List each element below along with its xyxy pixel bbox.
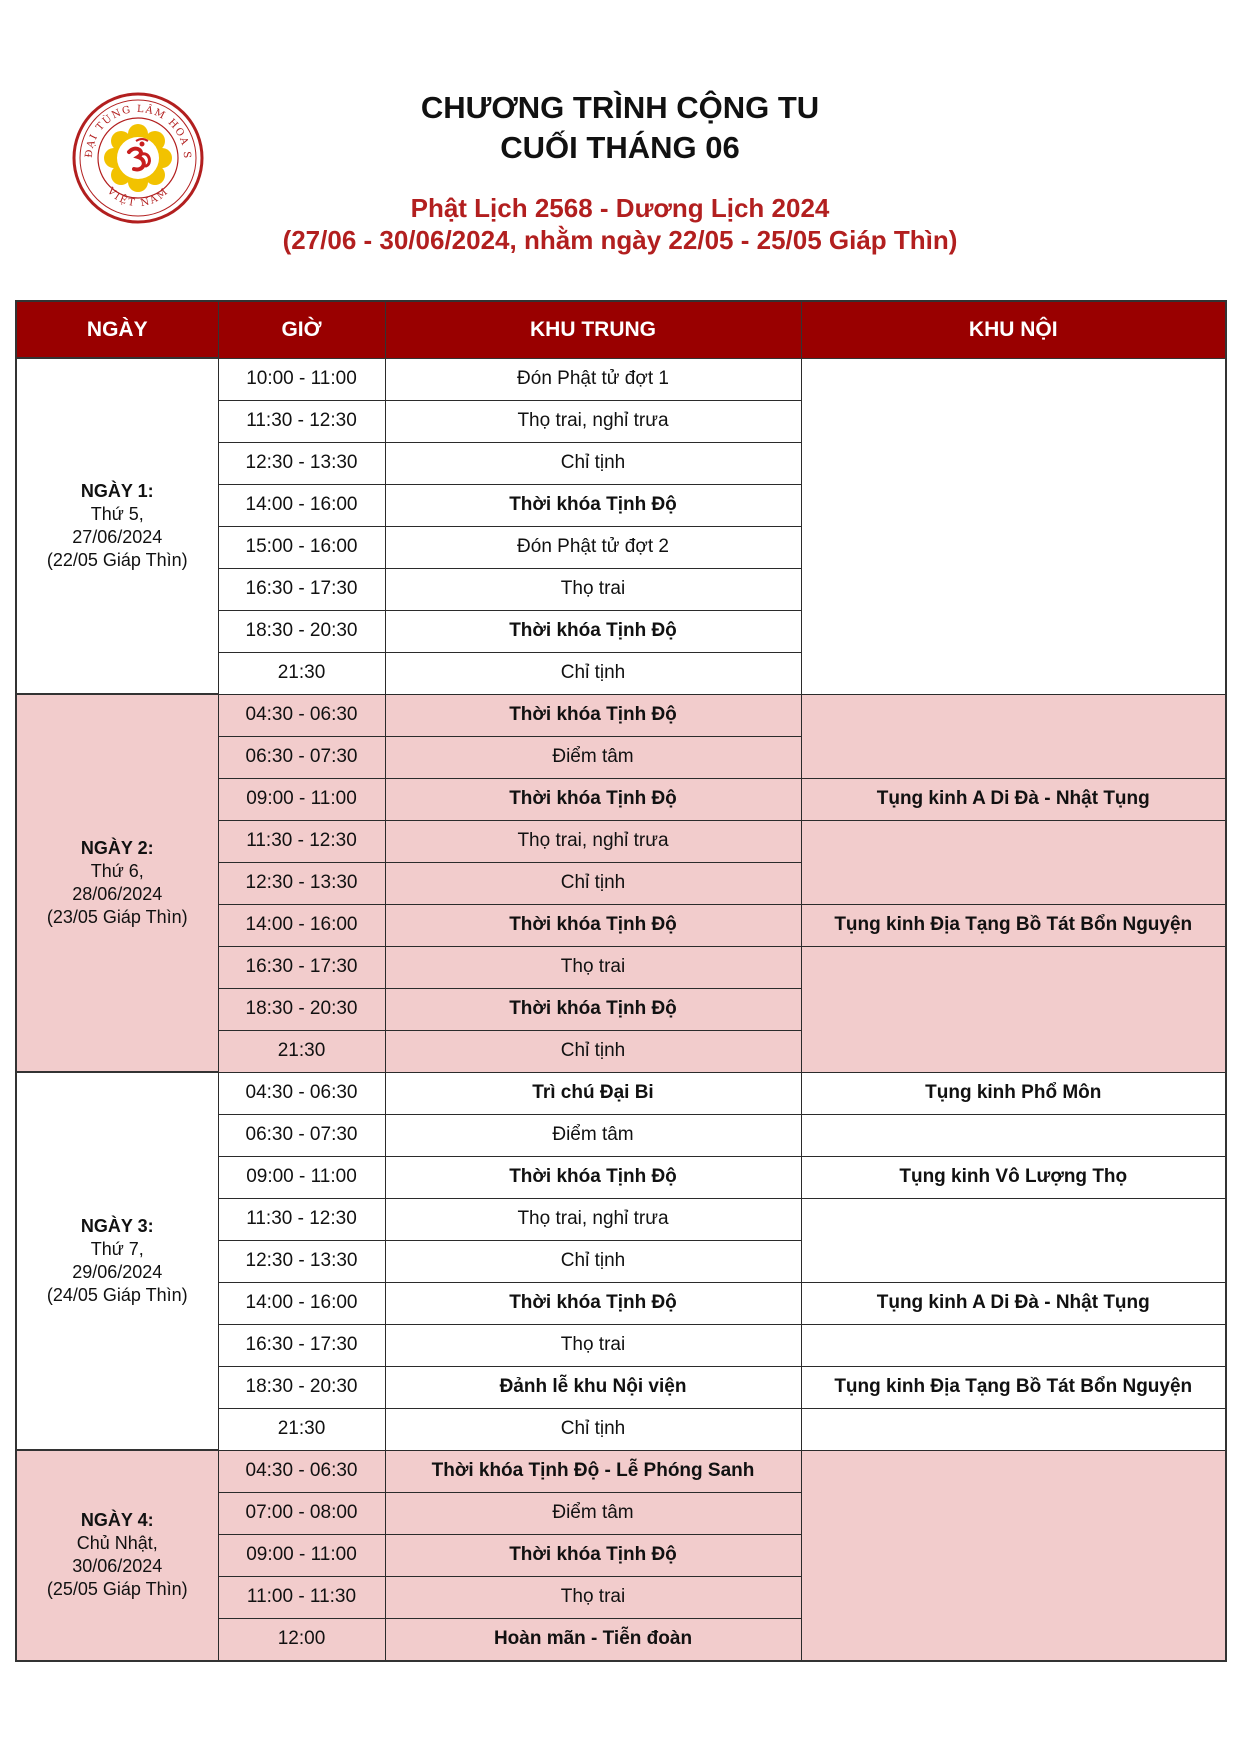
- khu-trung-cell: Điểm tâm: [385, 1492, 801, 1534]
- time-cell: 11:30 - 12:30: [218, 1198, 385, 1240]
- day-lunar: (23/05 Giáp Thìn): [46, 907, 188, 927]
- table-row: [16, 694, 1226, 736]
- day-cell: [16, 694, 218, 1072]
- day-date: 27/06/2024: [72, 527, 163, 547]
- khu-trung-cell: Chỉ tịnh: [385, 1240, 801, 1282]
- time-cell: 10:00 - 11:00: [218, 358, 385, 400]
- khu-trung-cell: Thời khóa Tịnh Độ: [385, 610, 801, 652]
- lotus-seal-icon: [68, 92, 208, 224]
- khu-trung-cell: Thọ trai: [385, 568, 801, 610]
- khu-trung-cell: Đón Phật tử đợt 1: [385, 358, 801, 400]
- khu-trung-cell: Thời khóa Tịnh Độ: [385, 988, 801, 1030]
- khu-trung-cell: Thời khóa Tịnh Độ: [385, 484, 801, 526]
- khu-trung-cell: Thời khóa Tịnh Độ: [385, 1534, 801, 1576]
- time-cell: 21:30: [218, 1408, 385, 1450]
- time-cell: 16:30 - 17:30: [218, 946, 385, 988]
- time-cell: 16:30 - 17:30: [218, 1324, 385, 1366]
- day-date: 29/06/2024: [72, 1262, 163, 1282]
- khu-trung-cell: Thời khóa Tịnh Độ: [385, 904, 801, 946]
- khu-trung-cell: Thọ trai, nghỉ trưa: [385, 820, 801, 862]
- khu-noi-cell: [801, 358, 1226, 694]
- time-cell: 14:00 - 16:00: [218, 484, 385, 526]
- time-cell: 18:30 - 20:30: [218, 988, 385, 1030]
- day-lunar: (25/05 Giáp Thìn): [46, 1579, 188, 1600]
- time-cell: 09:00 - 11:00: [218, 1156, 385, 1198]
- time-cell: 09:00 - 11:00: [218, 778, 385, 820]
- khu-trung-cell: Thọ trai: [385, 1324, 801, 1366]
- document-header: [230, 88, 1010, 256]
- time-cell: 11:30 - 12:30: [218, 820, 385, 862]
- day-cell: [16, 1450, 218, 1661]
- khu-trung-cell: Thời khóa Tịnh Độ: [385, 694, 801, 736]
- khu-noi-cell: [801, 946, 1226, 1072]
- khu-noi-cell: Tụng kinh A Di Đà - Nhật Tụng: [801, 778, 1226, 820]
- svg-text:ĐẠI TÙNG LÂM HOA SEN: ĐẠI TÙNG LÂM HOA S: [83, 103, 193, 160]
- khu-trung-cell: Thọ trai: [385, 1576, 801, 1618]
- khu-noi-cell: Tụng kinh A Di Đà - Nhật Tụng: [801, 1282, 1226, 1324]
- column-header-time: GIỜ: [218, 301, 385, 358]
- khu-trung-cell: Chỉ tịnh: [385, 1030, 801, 1072]
- khu-noi-cell: [801, 1114, 1226, 1156]
- day-label: NGÀY 4:: [80, 1510, 154, 1531]
- khu-trung-cell: Đảnh lễ khu Nội viện: [385, 1366, 801, 1408]
- khu-noi-cell: [801, 1408, 1226, 1450]
- khu-noi-cell: [801, 694, 1226, 778]
- day-label: NGÀY 2:: [80, 838, 154, 858]
- time-cell: 12:30 - 13:30: [218, 862, 385, 904]
- time-cell: 06:30 - 07:30: [218, 736, 385, 778]
- time-cell: 11:00 - 11:30: [218, 1576, 385, 1618]
- khu-trung-cell: Chỉ tịnh: [385, 652, 801, 694]
- time-cell: 21:30: [218, 1030, 385, 1072]
- column-header-day: NGÀY: [16, 301, 218, 358]
- khu-noi-cell: Tụng kinh Địa Tạng Bồ Tát Bổn Nguyện: [801, 1366, 1226, 1408]
- day-lunar: (22/05 Giáp Thìn): [46, 550, 188, 570]
- time-cell: 04:30 - 06:30: [218, 1072, 385, 1114]
- khu-noi-cell: Tụng kinh Địa Tạng Bồ Tát Bổn Nguyện: [801, 904, 1226, 946]
- time-cell: 16:30 - 17:30: [218, 568, 385, 610]
- khu-trung-cell: Thời khóa Tịnh Độ: [385, 1282, 801, 1324]
- day-weekday: Thứ 6,: [90, 861, 144, 881]
- khu-trung-cell: Thọ trai: [385, 946, 801, 988]
- time-cell: 09:00 - 11:00: [218, 1534, 385, 1576]
- time-cell: 14:00 - 16:00: [218, 1282, 385, 1324]
- time-cell: 18:30 - 20:30: [218, 1366, 385, 1408]
- day-cell: [16, 1072, 218, 1450]
- time-cell: 11:30 - 12:30: [218, 400, 385, 442]
- time-cell: 12:30 - 13:30: [218, 442, 385, 484]
- khu-trung-cell: Thời khóa Tịnh Độ: [385, 778, 801, 820]
- khu-noi-cell: Tụng kinh Phổ Môn: [801, 1072, 1226, 1114]
- temple-logo: [68, 92, 208, 224]
- time-cell: 15:00 - 16:00: [218, 526, 385, 568]
- table-row: [16, 1072, 1226, 1114]
- khu-trung-cell: Hoàn mãn - Tiễn đoàn: [385, 1618, 801, 1661]
- time-cell: 21:30: [218, 652, 385, 694]
- khu-noi-cell: [801, 1450, 1226, 1661]
- khu-noi-cell: [801, 1198, 1226, 1282]
- subtitle-line-2: (27/06 - 30/06/2024, nhằm ngày 22/05 - 25/05 Giáp Thìn): [282, 225, 958, 255]
- title-line-2: CUỐI THÁNG 06: [500, 130, 740, 165]
- subtitle-line-1: Phật Lịch 2568 - Dương Lịch 2024: [410, 193, 830, 223]
- day-date: 30/06/2024: [72, 1556, 163, 1577]
- khu-trung-cell: Thời khóa Tịnh Độ: [385, 1156, 801, 1198]
- khu-trung-cell: Chỉ tịnh: [385, 442, 801, 484]
- title-line-1: CHƯƠNG TRÌNH CỘNG TU: [420, 90, 820, 125]
- time-cell: 04:30 - 06:30: [218, 1450, 385, 1492]
- table-header-row: [16, 301, 1226, 358]
- time-cell: 04:30 - 06:30: [218, 694, 385, 736]
- schedule-table: [15, 300, 1227, 1662]
- day-cell: [16, 358, 218, 694]
- schedule-body: [16, 358, 1226, 1661]
- khu-trung-cell: Điểm tâm: [385, 736, 801, 778]
- day-lunar: (24/05 Giáp Thìn): [46, 1285, 188, 1305]
- khu-trung-cell: Thọ trai, nghỉ trưa: [385, 1198, 801, 1240]
- khu-trung-cell: Trì chú Đại Bi: [385, 1072, 801, 1114]
- khu-trung-cell: Chỉ tịnh: [385, 1408, 801, 1450]
- table-row: [16, 358, 1226, 400]
- khu-noi-cell: [801, 1324, 1226, 1366]
- time-cell: 12:00: [218, 1618, 385, 1661]
- day-label: NGÀY 1:: [80, 481, 154, 501]
- time-cell: 14:00 - 16:00: [218, 904, 385, 946]
- day-label: NGÀY 3:: [80, 1216, 154, 1236]
- time-cell: 12:30 - 13:30: [218, 1240, 385, 1282]
- khu-trung-cell: Đón Phật tử đợt 2: [385, 526, 801, 568]
- time-cell: 06:30 - 07:30: [218, 1114, 385, 1156]
- khu-noi-cell: [801, 820, 1226, 904]
- khu-trung-cell: Chỉ tịnh: [385, 862, 801, 904]
- day-weekday: Thứ 5,: [90, 504, 144, 524]
- svg-text:VIỆT NAM: VIỆT NAM: [104, 185, 172, 210]
- khu-trung-cell: Điểm tâm: [385, 1114, 801, 1156]
- day-weekday: Thứ 7,: [90, 1239, 144, 1259]
- time-cell: 07:00 - 08:00: [218, 1492, 385, 1534]
- time-cell: 18:30 - 20:30: [218, 610, 385, 652]
- khu-trung-cell: Thọ trai, nghỉ trưa: [385, 400, 801, 442]
- khu-noi-cell: Tụng kinh Vô Lượng Thọ: [801, 1156, 1226, 1198]
- day-weekday: Chủ Nhật,: [76, 1533, 158, 1554]
- table-row: [16, 1450, 1226, 1492]
- khu-trung-cell: Thời khóa Tịnh Độ - Lễ Phóng Sanh: [385, 1450, 801, 1492]
- day-date: 28/06/2024: [72, 884, 163, 904]
- column-header-khu-trung: KHU TRUNG: [385, 301, 801, 358]
- column-header-khu-noi: KHU NỘI: [801, 301, 1226, 358]
